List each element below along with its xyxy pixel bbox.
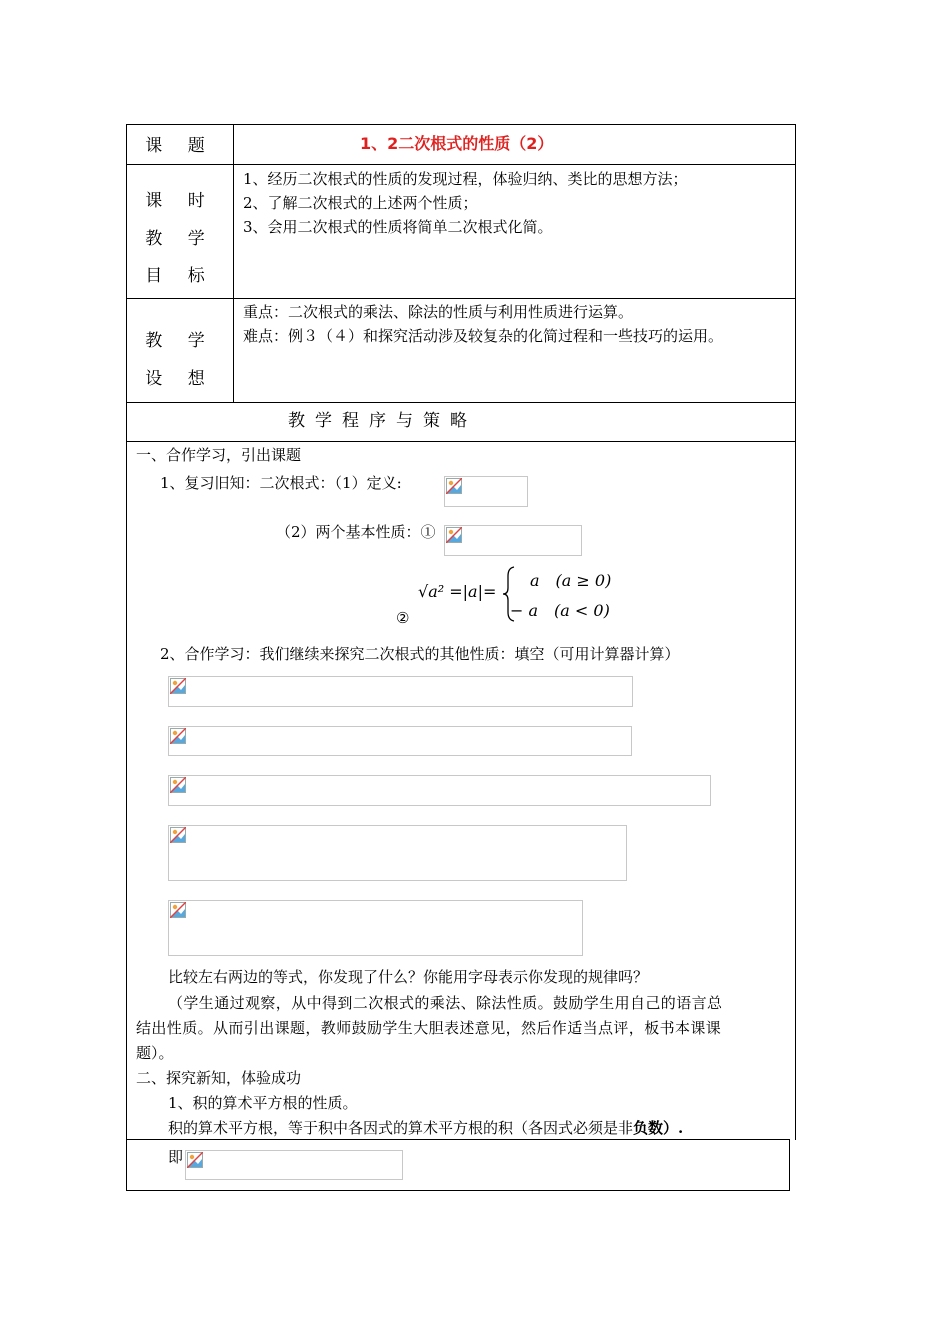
exercise-image-4 (168, 825, 627, 881)
design-label-line: 设 想 (145, 369, 215, 389)
broken-image-icon (170, 678, 186, 694)
property-one-image (444, 525, 582, 556)
part2-rule-emphasis: 负数）. (633, 1119, 684, 1137)
exercise-image-3 (168, 775, 711, 806)
goals-label-line: 目 标 (145, 266, 215, 286)
table-border-right (795, 124, 796, 1140)
formula-case-1: a (a ≥ 0) (530, 571, 612, 590)
goal-item: 1、经历二次根式的性质的发现过程，体验归纳、类比的思想方法； (243, 170, 688, 188)
broken-image-icon (170, 827, 186, 843)
row-divider-4 (126, 441, 796, 442)
goals-label-line: 课 时 (145, 191, 215, 211)
note-line: （学生通过观察，从中得到二次根式的乘法、除法性质。鼓励学生用自己的语言总 (168, 994, 723, 1012)
topic-label: 课 题 (145, 136, 215, 156)
coop-line: 2、合作学习：我们继续来探究二次根式的其他性质：填空（可用计算器计算） (160, 645, 680, 663)
note-line: 题）。 (136, 1044, 174, 1062)
table-border-top (126, 124, 796, 125)
label-column-divider (233, 124, 234, 402)
part2-rule-text: 积的算术平方根，等于积中各因式的算术平方根的积（各因式必须是非 (168, 1119, 634, 1137)
part2-rule (168, 1117, 683, 1139)
row-divider-3 (126, 402, 796, 403)
product-rule-image (185, 1150, 403, 1180)
broken-image-icon (187, 1152, 203, 1168)
design-label-line: 教 学 (145, 331, 215, 351)
goals-label-line: 教 学 (145, 229, 215, 249)
part1-heading: 一、合作学习，引出课题 (136, 446, 302, 464)
section-header: 教学程序与策略 (288, 411, 477, 431)
key-point: 重点：二次根式的乘法、除法的性质与利用性质进行运算。 (243, 303, 634, 321)
exercise-image-5 (168, 900, 583, 956)
abs-formula (410, 564, 630, 624)
broken-image-icon (446, 527, 462, 543)
part2-heading: 二、探究新知，体验成功 (136, 1069, 302, 1087)
row-divider-2 (126, 298, 796, 299)
note-line: 结出性质。从而引出课题，教师鼓励学生大胆表述意见，然后作适当点评，板书本课课 (136, 1019, 722, 1037)
part2-item-1: 1、积的算术平方根的性质。 (168, 1094, 358, 1112)
table-border-right-lower (789, 1139, 790, 1191)
broken-image-icon (170, 902, 186, 918)
exercise-image-2 (168, 726, 632, 756)
exercise-image-1 (168, 676, 633, 707)
formula-lhs: √a² =|a|= (418, 582, 497, 601)
broken-image-icon (170, 777, 186, 793)
goal-item: 2、了解二次根式的上述两个性质； (243, 194, 478, 212)
lesson-title: 1、2二次根式的性质（2） (360, 134, 554, 153)
row-divider-5 (126, 1139, 790, 1140)
review-line: 1、复习旧知：二次根式：（1）定义: (160, 474, 402, 492)
table-border-bottom (126, 1190, 790, 1191)
ie-label: 即 (168, 1148, 184, 1166)
definition-image (444, 476, 528, 507)
broken-image-icon (446, 478, 462, 494)
compare-line: 比较左右两边的等式，你发现了什么？你能用字母表示你发现的规律吗？ (168, 968, 649, 986)
row-divider-1 (126, 164, 796, 165)
difficult-point: 难点：例３（４）和探究活动涉及较复杂的化简过程和一些技巧的运用。 (243, 327, 724, 345)
goal-item: 3、会用二次根式的性质将简单二次根式化简。 (243, 218, 553, 236)
formula-case-2: − a (a < 0) (510, 601, 610, 620)
property-two-marker: ② (396, 609, 410, 627)
properties-line: （2）两个基本性质：① (276, 523, 436, 541)
broken-image-icon (170, 728, 186, 744)
